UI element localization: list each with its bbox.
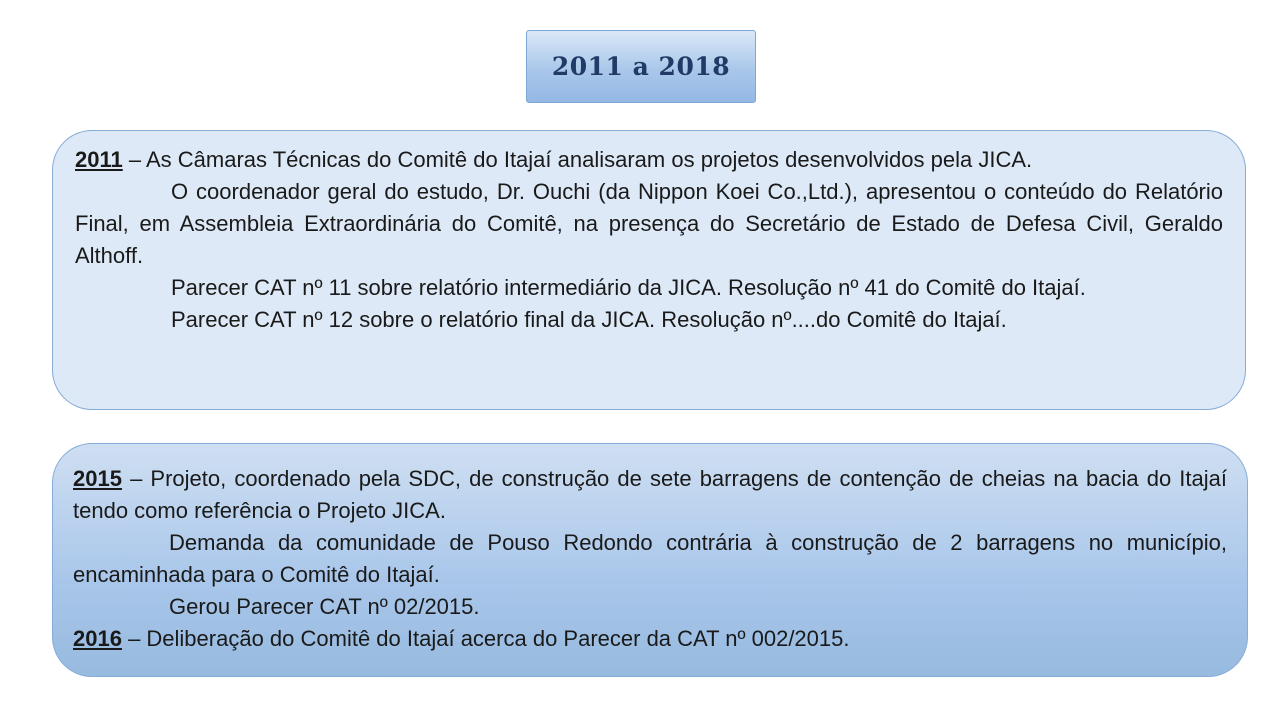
paragraph-2016	[73, 623, 1227, 655]
text-2016: – Deliberação do Comitê do Itajaí acerca do Parecer da CAT nº 002/2015.	[121, 626, 850, 651]
section-2011	[52, 130, 1246, 410]
paragraph-2011-parecer-12: Parecer CAT nº 12 sobre o relatório final da JICA. Resolução nº....do Comitê do Itajaí.	[171, 307, 1007, 332]
title-box	[526, 30, 756, 103]
slide-title: 2011 a 2018	[551, 52, 731, 81]
paragraph-2015-parecer: Gerou Parecer CAT nº 02/2015.	[169, 594, 480, 619]
paragraph-2015-demand: Demanda da comunidade de Pouso Redondo contrária à construção de 2 barragens no município, encaminhada para o Comitê do Itajaí.	[73, 530, 1227, 587]
text-2015-intro: – Projeto, coordenado pela SDC, de construção de sete barragens de contenção de cheias na bacia do Itajaí tendo como referência o Projeto JICA.	[73, 466, 1227, 523]
paragraph-2011-parecer-11: Parecer CAT nº 11 sobre relatório intermediário da JICA. Resolução nº 41 do Comitê do Itajaí.	[171, 275, 1086, 300]
paragraph-2011-report: O coordenador geral do estudo, Dr. Ouchi (da Nippon Koei Co.,Ltd.), apresentou o conteúdo do Relatório Final, em Assembleia Extraordinária do Comitê, na presença do Secretário de Estado de Defesa Civil, Geraldo Althoff.	[75, 179, 1223, 268]
year-label-2016: 2016	[73, 626, 122, 651]
section-2015	[52, 443, 1248, 677]
year-label-2011: 2011	[75, 147, 123, 172]
paragraph-2011-intro	[75, 144, 1223, 176]
paragraph-2015-intro	[73, 463, 1227, 527]
year-label-2015: 2015	[73, 466, 122, 491]
text-2011-intro: – As Câmaras Técnicas do Comitê do Itajaí analisaram os projetos desenvolvidos pela JICA.	[122, 147, 1033, 172]
